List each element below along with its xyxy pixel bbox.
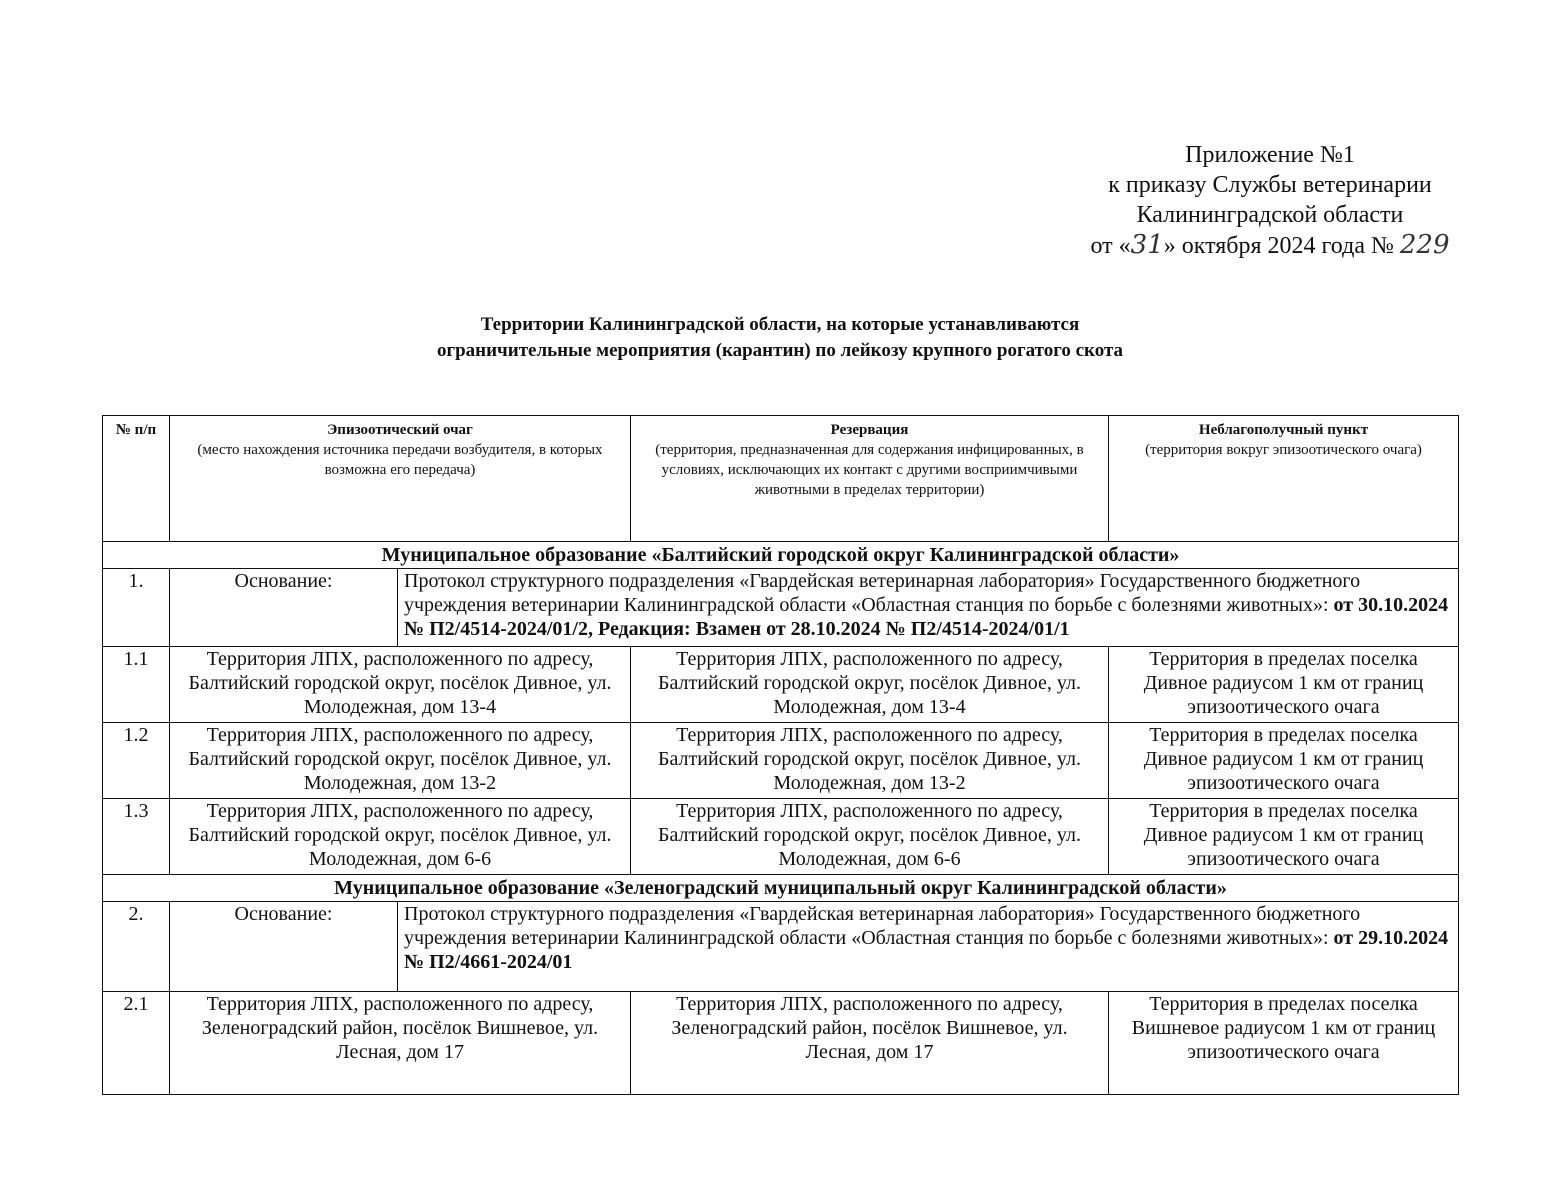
handwritten-day: 31 xyxy=(1130,230,1164,260)
row-point: Территория в пределах поселка Дивное радиусом 1 км от границ эпизоотического очага xyxy=(1109,799,1459,875)
header-focus xyxy=(170,416,631,542)
date-prefix: от « xyxy=(1090,233,1131,259)
row-focus: Территория ЛПХ, расположенного по адресу, Балтийский городской округ, посёлок Дивное, ул. Молодежная, дом 13-2 xyxy=(170,723,631,799)
title-line2: ограничительные мероприятия (карантин) по лейкозу крупного рогатого скота xyxy=(436,340,1124,361)
title-line1: Территории Калининградской области, на которые устанавливаются xyxy=(480,314,1080,335)
row-focus: Территория ЛПХ, расположенного по адресу, Зеленоградский район, посёлок Вишневое, ул. Лесная, дом 17 xyxy=(170,992,631,1095)
section-heading: Муниципальное образование «Балтийский городской округ Калининградской области» xyxy=(103,542,1459,569)
table-header-row xyxy=(103,416,1459,542)
row-reservation: Территория ЛПХ, расположенного по адресу, Балтийский городской округ, посёлок Дивное, ул. Молодежная, дом 13-4 xyxy=(631,647,1109,723)
basis-text: Протокол структурного подразделения «Гвардейская ветеринарная лаборатория» Государственного бюджетного учреждения ветеринарии Калининградской области «Областная станция по борьбе с болезнями животных»: xyxy=(404,570,1361,616)
header-reservation-title: Резервация xyxy=(830,422,909,438)
header-point-desc: (территория вокруг эпизоотического очага) xyxy=(1145,442,1422,458)
row-focus: Территория ЛПХ, расположенного по адресу, Балтийский городской округ, посёлок Дивное, ул. Молодежная, дом 13-4 xyxy=(170,647,631,723)
section-heading-row xyxy=(103,875,1459,902)
table-row xyxy=(103,647,1459,723)
row-num: 2.1 xyxy=(103,992,170,1095)
section-heading-row xyxy=(103,542,1459,569)
handwritten-number: 229 xyxy=(1399,230,1450,260)
table-row xyxy=(103,992,1459,1095)
row-num: 1.2 xyxy=(103,723,170,799)
appendix-date-line xyxy=(1040,230,1500,261)
document-title xyxy=(180,312,1380,364)
header-focus-desc: (место нахождения источника передачи возбудителя, в которых возможна его передача) xyxy=(197,442,603,478)
basis-num: 1. xyxy=(103,569,170,647)
basis-protocol xyxy=(398,902,1459,992)
row-point: Территория в пределах поселка Вишневое радиусом 1 км от границ эпизоотического очага xyxy=(1109,992,1459,1095)
basis-protocol xyxy=(398,569,1459,647)
header-point-title: Неблагополучный пункт xyxy=(1198,422,1369,438)
basis-row xyxy=(103,569,1459,647)
row-point: Территория в пределах поселка Дивное радиусом 1 км от границ эпизоотического очага xyxy=(1109,723,1459,799)
basis-bold: от 30.10.2024 № П2/4514-2024/01/2, Редакция: Взамен от 28.10.2024 № П2/4514-2024/01/1 xyxy=(404,594,1449,640)
row-num: 1.1 xyxy=(103,647,170,723)
appendix-line3: Калининградской области xyxy=(1136,202,1404,228)
header-point xyxy=(1109,416,1459,542)
appendix-header xyxy=(1040,140,1500,261)
basis-num: 2. xyxy=(103,902,170,992)
row-point: Территория в пределах поселка Дивное радиусом 1 км от границ эпизоотического очага xyxy=(1109,647,1459,723)
section-heading: Муниципальное образование «Зеленоградский муниципальный округ Калининградской области» xyxy=(103,875,1459,902)
table-row xyxy=(103,723,1459,799)
row-reservation: Территория ЛПХ, расположенного по адресу, Зеленоградский район, посёлок Вишневое, ул. Лесная, дом 17 xyxy=(631,992,1109,1095)
basis-row xyxy=(103,902,1459,992)
basis-label: Основание: xyxy=(170,902,398,992)
appendix-line2: к приказу Службы ветеринарии xyxy=(1108,172,1432,198)
basis-bold: от 29.10.2024 № П2/4661-2024/01 xyxy=(404,927,1449,973)
row-focus: Территория ЛПХ, расположенного по адресу, Балтийский городской округ, посёлок Дивное, ул. Молодежная, дом 6-6 xyxy=(170,799,631,875)
header-reservation-desc: (территория, предназначенная для содержания инфицированных, в условиях, исключающих их контакт с другими восприимчивыми животными в пределах территории) xyxy=(655,442,1084,498)
row-num: 1.3 xyxy=(103,799,170,875)
date-mid: » октября 2024 года № xyxy=(1163,233,1394,259)
header-num: № п/п xyxy=(103,416,170,542)
basis-text: Протокол структурного подразделения «Гвардейская ветеринарная лаборатория» Государственного бюджетного учреждения ветеринарии Калининградской области «Областная станция по борьбе с болезнями животных»: xyxy=(404,903,1361,949)
appendix-line1: Приложение №1 xyxy=(1185,142,1355,168)
table-row xyxy=(103,799,1459,875)
header-focus-title: Эпизоотический очаг xyxy=(327,422,473,438)
basis-label: Основание: xyxy=(170,569,398,647)
header-reservation xyxy=(631,416,1109,542)
quarantine-table xyxy=(102,415,1459,1095)
row-reservation: Территория ЛПХ, расположенного по адресу, Балтийский городской округ, посёлок Дивное, ул. Молодежная, дом 6-6 xyxy=(631,799,1109,875)
row-reservation: Территория ЛПХ, расположенного по адресу, Балтийский городской округ, посёлок Дивное, ул. Молодежная, дом 13-2 xyxy=(631,723,1109,799)
